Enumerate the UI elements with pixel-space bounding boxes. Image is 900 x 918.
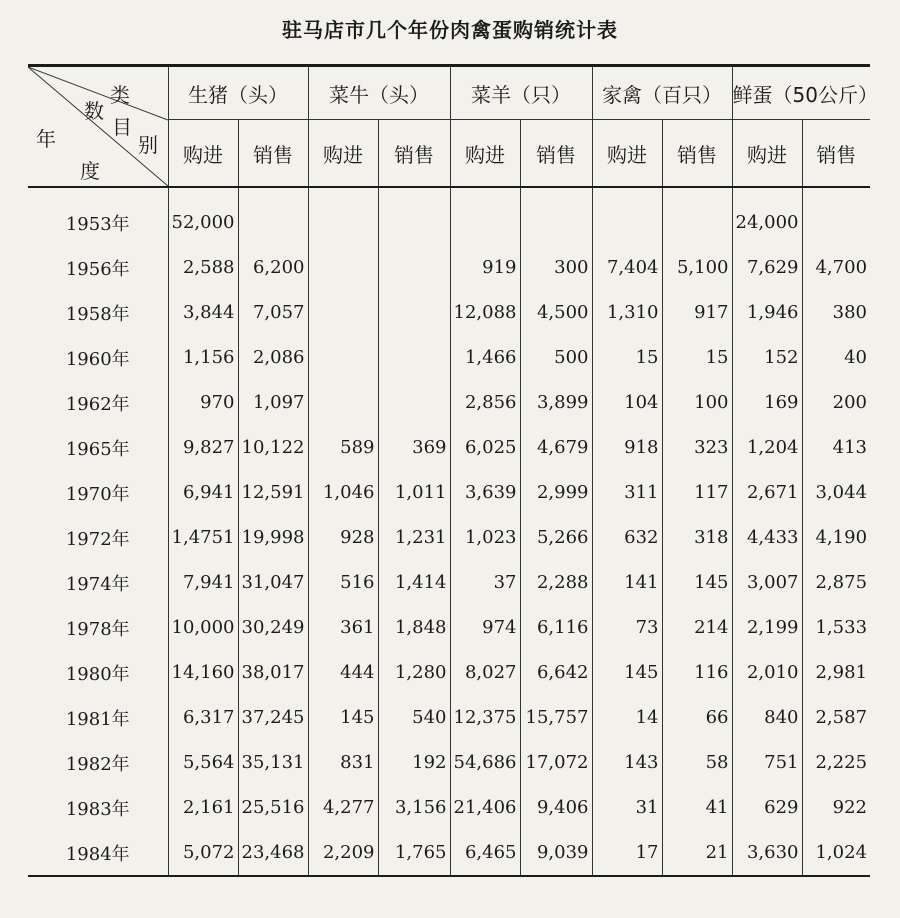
sub-header: 销售 [238,120,308,188]
data-cell: 2,587 [802,695,870,740]
data-cell: 58 [662,740,732,785]
table-row [28,605,870,650]
table-row [28,650,870,695]
data-cell: 8,027 [450,650,520,695]
data-cell [378,290,450,335]
data-cell: 200 [802,380,870,425]
data-cell: 5,266 [520,515,592,560]
table-row [28,560,870,605]
data-cell: 52,000 [168,187,238,245]
bottom-rule-line [28,876,870,877]
data-cell [308,187,378,245]
table-row [28,785,870,830]
sub-header: 销售 [378,120,450,188]
data-cell: 31,047 [238,560,308,605]
data-cell: 928 [308,515,378,560]
data-cell: 17,072 [520,740,592,785]
data-cell: 152 [732,335,802,380]
data-cell: 54,686 [450,740,520,785]
data-cell: 6,116 [520,605,592,650]
page-title: 驻马店市几个年份肉禽蛋购销统计表 [282,18,618,42]
data-cell: 2,999 [520,470,592,515]
data-cell [378,335,450,380]
data-cell [308,335,378,380]
data-cell: 1,097 [238,380,308,425]
data-cell: 970 [168,380,238,425]
data-cell: 145 [308,695,378,740]
table-row [28,245,870,290]
data-cell: 19,998 [238,515,308,560]
category-header: 菜羊（只） [450,66,592,120]
data-cell: 2,199 [732,605,802,650]
data-cell: 1,280 [378,650,450,695]
data-cell: 37 [450,560,520,605]
table-row [28,740,870,785]
data-cell [308,245,378,290]
data-cell: 918 [592,425,662,470]
year-cell: 1974年 [65,573,130,595]
data-cell: 361 [308,605,378,650]
data-cell: 169 [732,380,802,425]
data-cell [378,245,450,290]
data-cell: 632 [592,515,662,560]
data-cell: 1,765 [378,830,450,876]
data-cell: 38,017 [238,650,308,695]
data-cell: 40 [802,335,870,380]
header-corner [28,66,168,188]
data-cell: 14 [592,695,662,740]
corner-label-degree: 度 [80,159,100,183]
data-cell: 25,516 [238,785,308,830]
data-cell: 7,057 [238,290,308,335]
sub-header: 销售 [802,120,870,188]
data-cell: 143 [592,740,662,785]
data-cell: 3,630 [732,830,802,876]
data-cell: 116 [662,650,732,695]
data-cell: 192 [378,740,450,785]
data-cell: 35,131 [238,740,308,785]
data-cell: 7,941 [168,560,238,605]
data-cell: 9,039 [520,830,592,876]
data-cell: 2,981 [802,650,870,695]
data-cell: 3,899 [520,380,592,425]
data-cell: 318 [662,515,732,560]
sub-header: 销售 [662,120,732,188]
data-cell: 1,024 [802,830,870,876]
data-cell: 41 [662,785,732,830]
data-cell [378,187,450,245]
table-row [28,515,870,560]
statistics-table [28,64,878,877]
data-cell [238,187,308,245]
data-cell: 1,414 [378,560,450,605]
table-row [28,187,870,245]
data-cell: 5,564 [168,740,238,785]
data-cell: 2,671 [732,470,802,515]
data-cell: 2,209 [308,830,378,876]
data-cell [308,290,378,335]
data-cell: 5,100 [662,245,732,290]
data-cell: 1,231 [378,515,450,560]
data-cell: 3,844 [168,290,238,335]
data-cell [520,187,592,245]
data-cell: 300 [520,245,592,290]
data-cell: 2,856 [450,380,520,425]
data-cell: 1,046 [308,470,378,515]
data-cell [802,187,870,245]
table-row [28,425,870,470]
data-cell: 380 [802,290,870,335]
data-cell: 24,000 [732,187,802,245]
data-cell: 323 [662,425,732,470]
data-cell: 9,827 [168,425,238,470]
data-cell: 10,000 [168,605,238,650]
data-cell: 1,156 [168,335,238,380]
data-cell: 6,941 [168,470,238,515]
corner-label-year: 年 [36,127,56,151]
data-cell: 5,072 [168,830,238,876]
data-cell: 974 [450,605,520,650]
table-row [28,830,870,876]
data-cell: 145 [592,650,662,695]
data-cell: 629 [732,785,802,830]
data-cell: 6,200 [238,245,308,290]
data-cell: 919 [450,245,520,290]
data-cell: 2,875 [802,560,870,605]
data-cell: 23,468 [238,830,308,876]
year-cell: 1958年 [65,303,130,325]
data-cell: 1,466 [450,335,520,380]
data-cell: 1,946 [732,290,802,335]
data-cell: 369 [378,425,450,470]
sub-header: 销售 [520,120,592,188]
data-cell: 4,190 [802,515,870,560]
data-cell: 1,4751 [168,515,238,560]
data-cell: 6,317 [168,695,238,740]
category-header: 生猪（头） [168,66,308,120]
corner-label-diff: 别 [138,133,158,157]
data-cell: 2,010 [732,650,802,695]
category-header: 菜牛（头） [308,66,450,120]
data-cell: 117 [662,470,732,515]
data-cell: 31 [592,785,662,830]
data-cell: 2,086 [238,335,308,380]
category-header: 家禽（百只） [592,66,732,120]
year-cell: 1983年 [65,798,130,820]
data-cell [308,380,378,425]
year-cell: 1962年 [65,393,130,415]
data-cell: 37,245 [238,695,308,740]
data-cell: 3,044 [802,470,870,515]
year-cell: 1970年 [65,483,130,505]
data-cell: 1,011 [378,470,450,515]
data-cell: 15 [662,335,732,380]
data-cell: 104 [592,380,662,425]
data-cell: 2,288 [520,560,592,605]
year-cell: 1965年 [65,438,130,460]
data-cell: 2,225 [802,740,870,785]
data-cell: 3,156 [378,785,450,830]
data-cell: 4,500 [520,290,592,335]
sub-header: 购进 [308,120,378,188]
data-cell: 66 [662,695,732,740]
data-cell: 9,406 [520,785,592,830]
table-body [28,187,870,877]
table-header [28,66,878,188]
data-cell: 4,700 [802,245,870,290]
table-row [28,290,870,335]
data-cell: 141 [592,560,662,605]
year-cell: 1972年 [65,528,130,550]
data-cell: 12,375 [450,695,520,740]
sub-header: 购进 [450,120,520,188]
data-cell: 30,249 [238,605,308,650]
year-cell: 1953年 [65,213,130,235]
category-header: 鲜蛋（50公斤） [732,66,870,120]
data-cell: 1,848 [378,605,450,650]
year-cell: 1981年 [65,708,130,730]
data-cell: 540 [378,695,450,740]
data-cell: 21,406 [450,785,520,830]
data-cell: 2,588 [168,245,238,290]
data-cell: 311 [592,470,662,515]
corner-label-item: 数 [84,99,104,123]
sub-header: 购进 [732,120,802,188]
data-cell: 751 [732,740,802,785]
data-cell: 214 [662,605,732,650]
data-cell: 15 [592,335,662,380]
data-cell: 6,025 [450,425,520,470]
year-cell: 1982年 [65,753,130,775]
year-cell: 1984年 [65,843,130,865]
data-cell: 2,161 [168,785,238,830]
data-cell: 840 [732,695,802,740]
table-row [28,380,870,425]
corner-label-eye: 目 [112,115,132,139]
table-row [28,695,870,740]
data-cell: 12,591 [238,470,308,515]
data-cell: 4,433 [732,515,802,560]
data-cell: 17 [592,830,662,876]
data-cell: 516 [308,560,378,605]
data-cell: 100 [662,380,732,425]
data-cell: 1,204 [732,425,802,470]
data-cell: 444 [308,650,378,695]
table-row [28,335,870,380]
table-row [28,470,870,515]
sub-header: 购进 [168,120,238,188]
data-cell: 917 [662,290,732,335]
table-bottom-rule [28,876,870,877]
data-cell: 4,679 [520,425,592,470]
data-cell: 4,277 [308,785,378,830]
year-cell: 1980年 [65,663,130,685]
year-cell: 1956年 [65,258,130,280]
data-cell: 12,088 [450,290,520,335]
data-cell: 6,465 [450,830,520,876]
data-cell: 10,122 [238,425,308,470]
data-cell: 6,642 [520,650,592,695]
data-cell [450,187,520,245]
data-cell: 500 [520,335,592,380]
data-cell [592,187,662,245]
data-cell: 1,533 [802,605,870,650]
data-cell: 589 [308,425,378,470]
data-cell: 831 [308,740,378,785]
data-cell: 3,639 [450,470,520,515]
data-cell: 3,007 [732,560,802,605]
data-cell: 15,757 [520,695,592,740]
year-cell: 1978年 [65,618,130,640]
data-cell: 7,404 [592,245,662,290]
data-cell: 1,023 [450,515,520,560]
data-cell: 1,310 [592,290,662,335]
data-cell [378,380,450,425]
data-cell: 922 [802,785,870,830]
data-cell [662,187,732,245]
data-cell: 21 [662,830,732,876]
sub-header: 购进 [592,120,662,188]
data-cell: 413 [802,425,870,470]
data-cell: 14,160 [168,650,238,695]
data-cell: 145 [662,560,732,605]
year-cell: 1960年 [65,348,130,370]
corner-label-category: 类 [110,83,130,107]
data-cell: 7,629 [732,245,802,290]
data-cell: 73 [592,605,662,650]
